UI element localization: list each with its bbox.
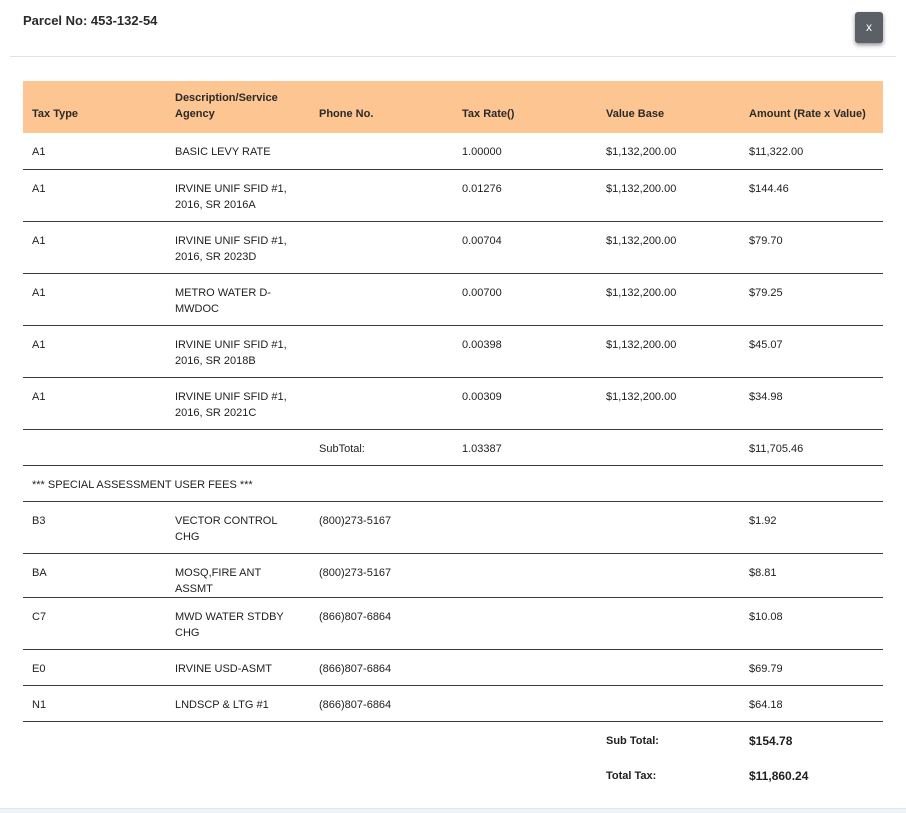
special-section-label: *** SPECIAL ASSESSMENT USER FEES ***: [23, 465, 883, 501]
table-row: [23, 221, 883, 273]
cell-tax-type: N1: [23, 685, 166, 721]
table-row: [23, 685, 883, 721]
bottom-edge-bar: [0, 808, 906, 813]
table-row: [23, 325, 883, 377]
close-button[interactable]: x: [855, 12, 883, 43]
header-row: [23, 81, 883, 133]
cell-phone: (866)807-6864: [310, 597, 453, 649]
col-header-tax-rate: Tax Rate(): [462, 108, 515, 120]
parcel-title: Parcel No: 453-132-54: [23, 13, 158, 28]
cell-tax-rate: 0.00309: [453, 377, 597, 429]
cell-tax-type: BA: [23, 553, 166, 597]
cell-phone: [310, 221, 453, 273]
cell-amount: $8.81: [740, 553, 883, 597]
cell-tax-type: A1: [23, 325, 166, 377]
tax-table: [23, 81, 883, 793]
levy-subtotal-label: SubTotal:: [310, 429, 453, 465]
cell-phone: [310, 273, 453, 325]
table-row: [23, 649, 883, 685]
col-header-description: Description/Service Agency: [175, 92, 278, 120]
modal-header: [0, 0, 906, 56]
cell-value-base: $1,132,200.00: [597, 221, 740, 273]
table-row: [23, 553, 883, 597]
cell-tax-type: A1: [23, 221, 166, 273]
cell-phone: (800)273-5167: [310, 553, 453, 597]
table-row: [23, 597, 883, 649]
cell-description: IRVINE UNIF SFID #1, 2016, SR 2021C: [166, 377, 310, 429]
cell-amount: $144.46: [740, 169, 883, 221]
cell-amount: $64.18: [740, 685, 883, 721]
fees-subtotal-amount: $154.78: [749, 733, 793, 748]
cell-amount: $45.07: [740, 325, 883, 377]
cell-description: BASIC LEVY RATE: [166, 133, 310, 169]
cell-tax-type: A1: [23, 169, 166, 221]
levy-subtotal-row: [23, 429, 883, 465]
cell-value-base: $1,132,200.00: [597, 377, 740, 429]
special-section-row: [23, 465, 883, 501]
cell-description: IRVINE USD-ASMT: [166, 649, 310, 685]
cell-phone: [310, 169, 453, 221]
col-header-value-base: Value Base: [606, 108, 665, 120]
col-header-phone: Phone No.: [319, 108, 374, 120]
cell-description: METRO WATER D-MWDOC: [166, 273, 310, 325]
cell-amount: $69.79: [740, 649, 883, 685]
total-tax-row: [23, 757, 883, 793]
cell-tax-type: A1: [23, 377, 166, 429]
cell-tax-type: A1: [23, 273, 166, 325]
table-header: [23, 81, 883, 133]
cell-amount: $34.98: [740, 377, 883, 429]
table-row: [23, 501, 883, 553]
cell-value-base: $1,132,200.00: [597, 325, 740, 377]
cell-tax-rate: 0.00704: [453, 221, 597, 273]
cell-amount: $10.08: [740, 597, 883, 649]
cell-phone: (866)807-6864: [310, 649, 453, 685]
table-row: [23, 273, 883, 325]
cell-description: VECTOR CONTROL CHG: [166, 501, 310, 553]
cell-phone: (800)273-5167: [310, 501, 453, 553]
total-tax-amount: $11,860.24: [749, 769, 809, 783]
cell-amount: $1.92: [740, 501, 883, 553]
fees-subtotal-label: Sub Total:: [606, 734, 659, 747]
cell-phone: (866)807-6864: [310, 685, 453, 721]
cell-description: IRVINE UNIF SFID #1, 2016, SR 2023D: [166, 221, 310, 273]
table-row: [23, 169, 883, 221]
cell-tax-type: C7: [23, 597, 166, 649]
fees-subtotal-row: [23, 721, 883, 757]
levy-subtotal-rate: 1.03387: [453, 429, 597, 465]
col-header-tax-type: Tax Type: [32, 108, 79, 120]
cell-phone: [310, 377, 453, 429]
col-header-amount: Amount (Rate x Value): [749, 108, 866, 120]
cell-tax-type: A1: [23, 133, 166, 169]
cell-value-base: $1,132,200.00: [597, 169, 740, 221]
cell-phone: [310, 133, 453, 169]
table-row: [23, 133, 883, 169]
table-body: [23, 133, 883, 793]
cell-description: MOSQ,FIRE ANT ASSMT: [166, 553, 310, 597]
cell-description: LNDSCP & LTG #1: [166, 685, 310, 721]
cell-description: IRVINE UNIF SFID #1, 2016, SR 2018B: [166, 325, 310, 377]
cell-amount: $79.25: [740, 273, 883, 325]
cell-description: MWD WATER STDBY CHG: [166, 597, 310, 649]
cell-tax-type: B3: [23, 501, 166, 553]
cell-value-base: $1,132,200.00: [597, 133, 740, 169]
cell-amount: $79.70: [740, 221, 883, 273]
total-tax-label: Total Tax:: [606, 770, 657, 782]
cell-description: IRVINE UNIF SFID #1, 2016, SR 2016A: [166, 169, 310, 221]
cell-value-base: $1,132,200.00: [597, 273, 740, 325]
cell-tax-rate: 0.00398: [453, 325, 597, 377]
cell-tax-type: E0: [23, 649, 166, 685]
table-row: [23, 377, 883, 429]
cell-amount: $11,322.00: [740, 133, 883, 169]
header-divider: [10, 56, 896, 57]
cell-tax-rate: 1.00000: [453, 133, 597, 169]
cell-tax-rate: 0.01276: [453, 169, 597, 221]
cell-tax-rate: 0.00700: [453, 273, 597, 325]
levy-subtotal-amount: $11,705.46: [740, 429, 883, 465]
cell-phone: [310, 325, 453, 377]
